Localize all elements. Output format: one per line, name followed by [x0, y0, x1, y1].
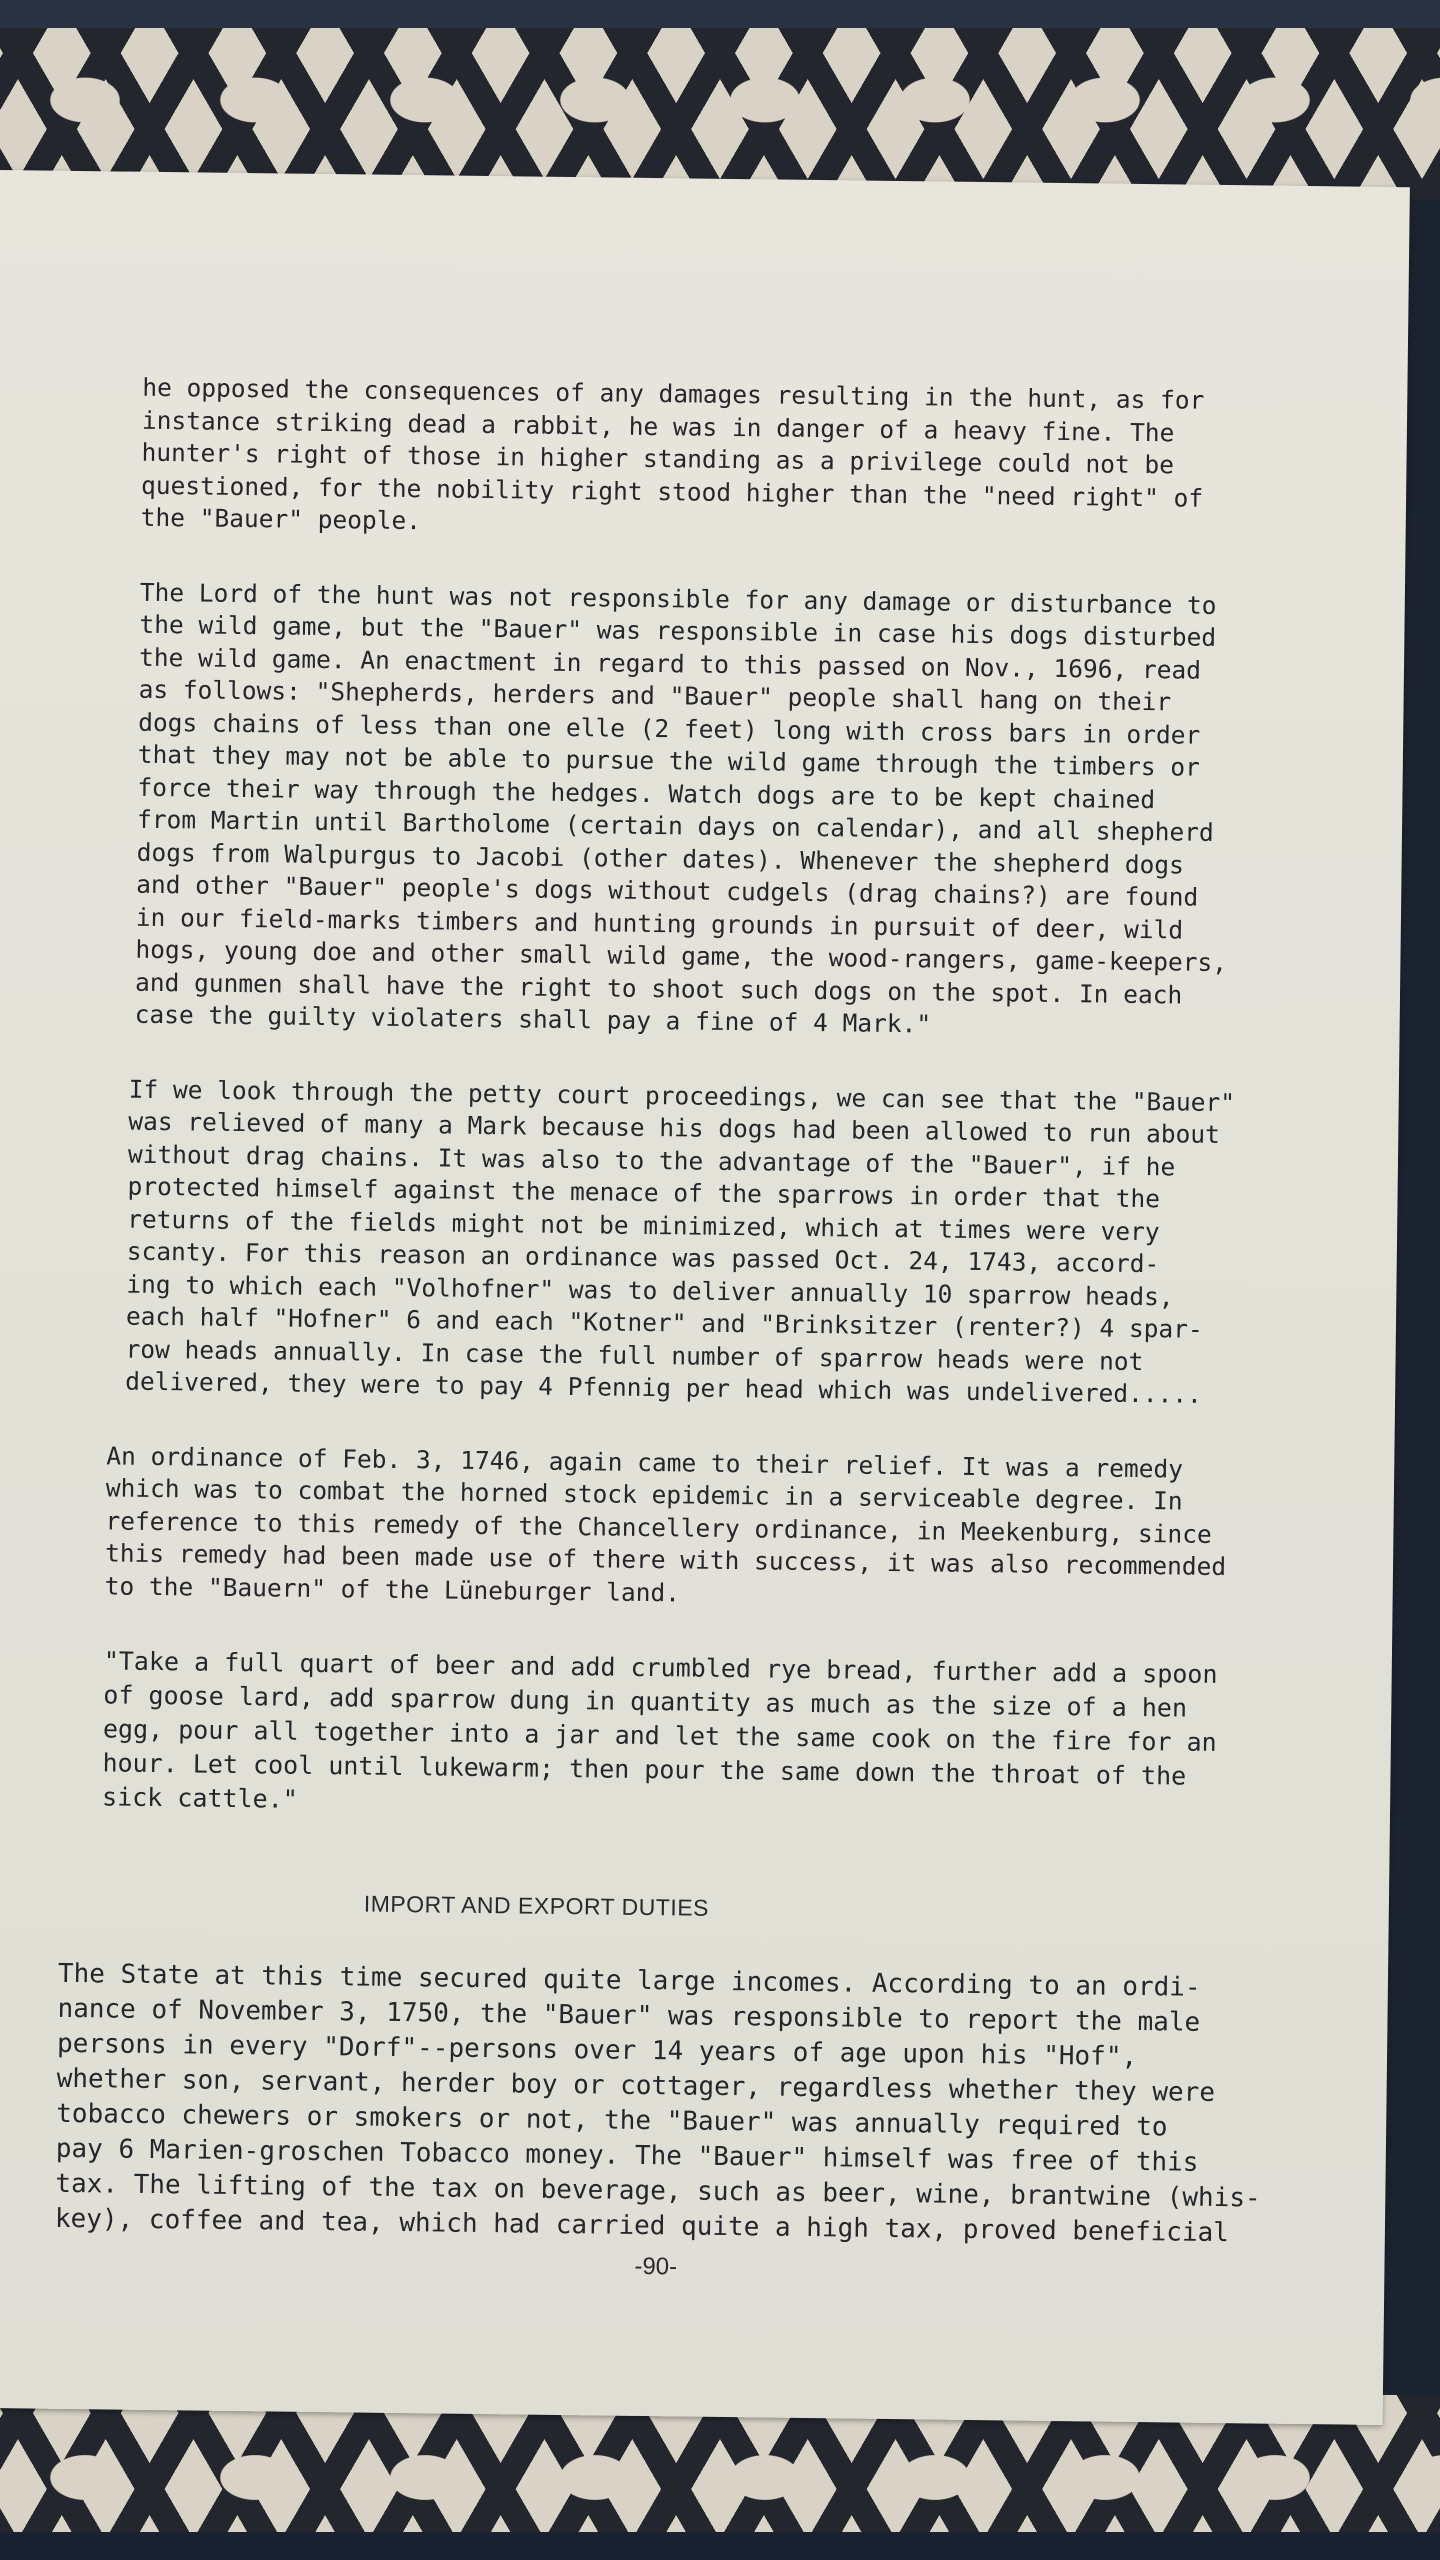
page-text — [54, 372, 1357, 2294]
paragraph-cattle-ordinance: An ordinance of Feb. 3, 1746, again came to their relief. It was a remedy which was to combat the horned stock epidemic in a serviceable degree. In reference to this remedy of the Chancellery ordinance, in Meekenburg, since this remedy had been made use of there with success, it was also recommended to the "Bauern" of the Lüneburger land. — [104, 1440, 1227, 1607]
fabric-edge-top — [0, 0, 1440, 28]
document-page — [0, 170, 1410, 2425]
paragraph-hunt-fines: he opposed the consequences of any damages resulting in the hunt, as for instance striking dead a rabbit, he was in danger of a heavy fine. The hunter's right of those in higher standing as a privilege could not be questioned, for the nobility right stood higher than the "need right" of the "Bauer" people. — [140, 372, 1205, 536]
section-heading: IMPORT AND EXPORT DUTIES — [363, 1890, 710, 1921]
paragraph-remedy-quote: "Take a full quart of beer and add crumbled rye bread, further add a spoon of goose lard, add sparrow dung in quantity as much as the size of a hen egg, pour all together into a jar and let the same cook on the fire for an hour. Let cool until lukewarm; then pour the same down the throat of the sick cattle." — [101, 1646, 1218, 1814]
page-number: -90- — [634, 2252, 678, 2281]
paragraph-dog-enactment: The Lord of the hunt was not responsible for any damage or disturbance to the wild game, but the "Bauer" was responsible in case his dogs disturbed the wild game. An enactment in regard to this passed on Nov., 1696, read as follows: "Shepherds, herders and "Bauer" people shall hang on their dogs chains of less than one elle (2 feet) long with cross bars in order that they may not be able to pursue the wild game through the timbers or force their way through the hedges. Watch dogs are to be kept chained from Martin until Bartholome (certain days on calendar), and all shepherd dogs from Walpurgus to Jacobi (other dates). Whenever the shepherd dogs and other "Bauer" people's dogs without cudgels (drag chains?) are found in our field-marks timbers and hunting grounds in pursuit of deer, wild hogs, young doe and other small wild game, the wood-rangers, game-keepers, and gunmen shall have the right to shoot such dogs on the spot. In each case the guilty violaters shall pay a fine of 4 Mark." — [134, 577, 1228, 1039]
fabric-edge-bottom — [0, 2532, 1440, 2560]
paragraph-tobacco-tax: The State at this time secured quite large incomes. According to an ordi- nance of November 3, 1750, the "Bauer" was responsible to report the male persons in every "Dorf"--persons over 14 years of age upon his "Hof", whether son, servant, herder boy or cottager, regardless whether they were tobacco chewers or smokers or not, the "Bauer" was annually required to pay 6 Marien-groschen Tobacco money. The "Bauer" himself was free of this tax. The lifting of the tax on beverage, such as beer, wine, brantwine (whis- key), coffee and tea, which had carried quite a high tax, proved beneficial — [54, 1958, 1261, 2248]
paragraph-sparrow-ordinance: If we look through the petty court proceedings, we can see that the "Bauer" was relieved of many a Mark because his dogs had been allowed to run about without drag chains. It was also to the advantage of the "Bauer", if he protected himself against the menace of the sparrows in order that the returns of the fields might not be minimized, which at times were very scanty. For this reason an ordinance was passed Oct. 24, 1743, accord- ing to which each "Volhofner" was to deliver annually 10 sparrow heads, each half "Hofner" 6 and each "Kotner" and "Brinksitzer (renter?) 4 spar- row heads annually. In case the full number of sparrow heads were not delivered, they were to pay 4 Pfennig per head which was undelivered..... — [125, 1074, 1236, 1409]
fabric-background-top — [0, 0, 1440, 200]
